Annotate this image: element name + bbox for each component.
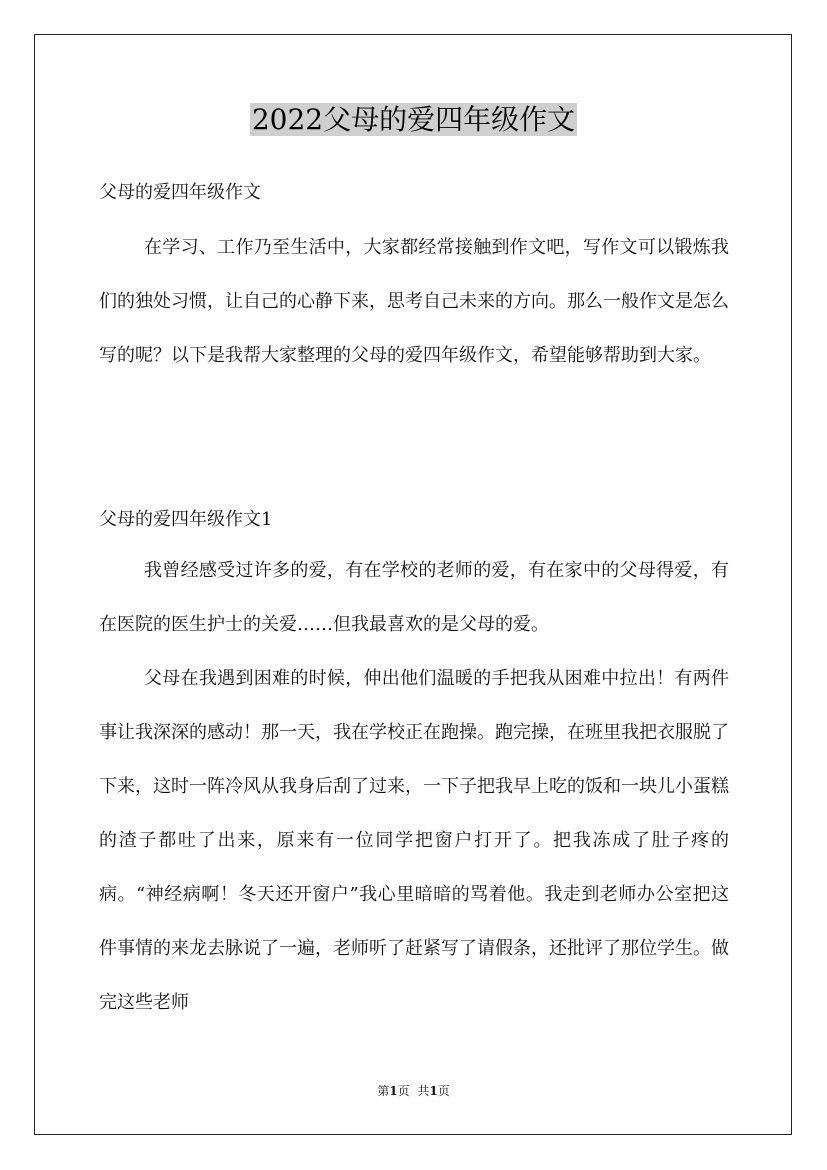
page-footer (0, 1083, 827, 1099)
footer-page-unit: 页 (397, 1084, 410, 1098)
body-paragraph-1: 我曾经感受过许多的爱，有在学校的老师的爱，有在家中的父母得爱，有在医院的医生护士的关爱……但我最喜欢的是父母的爱。 (99, 560, 729, 635)
footer-page-current: 1 (389, 1084, 398, 1098)
document-subtitle: 父母的爱四年级作文 (99, 182, 261, 203)
footer-page-prefix: 第 (377, 1084, 390, 1098)
section-heading-1: 父母的爱四年级作文1 (99, 509, 273, 530)
document-title: 2022父母的爱四年级作文 (251, 103, 576, 136)
body-paragraph-2: 父母在我遇到困难的时候，伸出他们温暖的手把我从困难中拉出！有两件事让我深深的感动！那一天，我在学校正在跑操。跑完操，在班里我把衣服脱了下来，这时一阵冷风从我身后刮了过来，一下子把我早上吃的饭和一块儿小蛋糕的渣子都吐了出来，原来有一位同学把窗户打开了。把我冻成了肚子疼的病。“神经病啊！冬天还开窗户”我心里暗暗的骂着他。我走到老师办公室把这件事情的来龙去脉说了一遍，老师听了赶紧写了请假条，还批评了那位学生。做完这些老师 (99, 668, 729, 1013)
footer-page-total: 1 (429, 1084, 438, 1098)
footer-total-prefix: 共 (417, 1084, 430, 1098)
intro-paragraph: 在学习、工作乃至生活中，大家都经常接触到作文吧，写作文可以锻炼我们的独处习惯，让自己的心静下来，思考自己未来的方向。那么一般作文是怎么写的呢？以下是我帮大家整理的父母的爱四年级作文，希望能够帮助到大家。 (99, 237, 729, 366)
footer-total-unit: 页 (437, 1084, 450, 1098)
document-title-wrap (0, 100, 827, 140)
